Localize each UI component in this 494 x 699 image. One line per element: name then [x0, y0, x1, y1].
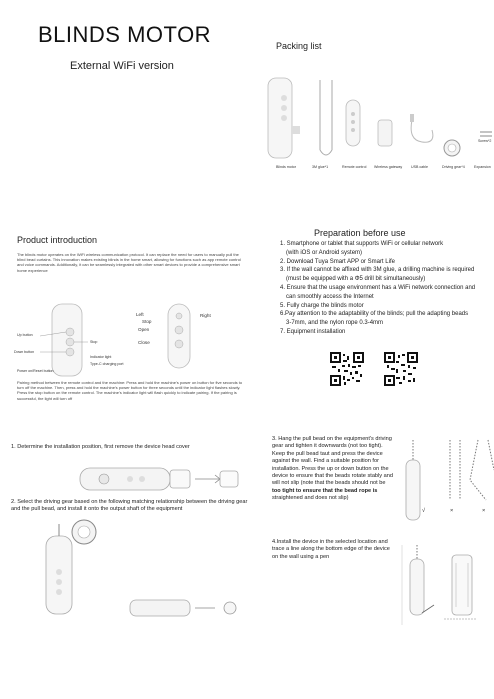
prep-line: 5. Fully charge the blinds motor — [280, 302, 364, 309]
remote-left-label: Left — [136, 312, 144, 317]
packing-item-label: USB cable — [411, 165, 428, 169]
indicator-label: Indicator light — [90, 355, 112, 359]
step-4-line: trace a line along the bottom edge of the device — [272, 546, 390, 553]
step-3-line: installation. Press the up or down button on the — [272, 465, 389, 472]
packing-list-title: Packing list — [276, 41, 322, 51]
packing-item-label: Expansion — [474, 165, 491, 169]
packing-item-label: Screw*2 — [478, 139, 492, 143]
packing-item-label: Remote control — [342, 165, 367, 169]
step-2-text: 2. Select the driving gear based on the following matching relationship between the driving gear and the pull bead, and install it onto the output shaft of the equipment — [11, 499, 248, 513]
preparation-title: Preparation before use — [314, 228, 406, 238]
wrong-mark: × — [450, 508, 454, 514]
step-3-line: gear and tighten it downwards (not too tight). — [272, 443, 383, 450]
remote-close-label: Close — [138, 340, 150, 345]
product-intro-title: Product introduction — [17, 235, 98, 245]
packing-item-label: Driving gear*4 — [442, 165, 465, 169]
step-3-line: against the wall. Find a suitable position for — [272, 458, 379, 465]
prep-line: 4. Ensure that the usage environment has a WiFi network connection and — [280, 284, 476, 291]
down-button-label: Down button — [14, 350, 35, 354]
prep-line: can smoothly access the Internet — [286, 293, 374, 300]
step-3-warning: too tight to ensure that the bead rope is — [272, 487, 378, 494]
prep-line: (with iOS or Android system) — [286, 249, 363, 256]
prep-line: (must be equipped with a Φ5 drill bit simultaneously) — [286, 276, 426, 283]
prep-line: 2. Download Tuya Smart APP or Smart Life — [280, 258, 395, 265]
prep-line: 3-7mm, and the nylon rope 0.3-4mm — [286, 320, 384, 327]
step-3-illustration — [400, 440, 494, 530]
step-3-line: Keep the pull bead taut and press the device — [272, 450, 383, 457]
step-3-line: 3. Hang the pull bead on the equipment's driving — [272, 436, 392, 442]
step-3-line: straightened and does not slip) — [272, 495, 349, 502]
product-intro-text: The blinds motor operates on the WiFi wireless communication protocol. It can replace the need for users to manually pull the blind bead curtains. This innovation makes existing blinds in the home smart, allowing for functions such as app remote control and voice commands. Additionally, it can be seamlessly integrated with other smart devices to provide a comprehensive smart home experience — [17, 252, 241, 273]
step-4-text — [272, 539, 390, 561]
prep-line: 3. If the wall cannot be affixed with 3M glue, a drilling machine is required — [280, 267, 475, 274]
preparation-list — [280, 240, 475, 337]
page-title: BLINDS MOTOR — [38, 22, 212, 47]
packing-item-label: Blinds motor — [276, 165, 296, 169]
page-subtitle: External WiFi version — [70, 60, 174, 72]
power-label: Power on/Reset button — [17, 369, 54, 373]
packing-item-label: 3M glue*1 — [312, 165, 329, 169]
step-1-illustration — [70, 458, 250, 498]
step-3-line: will not slip (note that the beads should not be — [272, 480, 386, 487]
up-button-label: Up button — [17, 333, 33, 337]
step-2-illustration — [30, 520, 250, 620]
correct-mark: √ — [422, 508, 426, 514]
step-1-text: 1. Determine the installation position, first remove the device head cover — [11, 444, 190, 450]
qr-code-left — [330, 352, 364, 386]
step-4-line: 4.Install the device in the selected location and — [272, 539, 388, 545]
remote-right-label: Right — [200, 313, 211, 318]
remote-diagram — [160, 302, 200, 372]
remote-open-label: Open — [138, 327, 150, 332]
prep-line: 1. Smartphone or tablet that supports WiFi or cellular network — [280, 241, 444, 247]
wrong-mark: × — [482, 508, 486, 514]
prep-line: 7. Equipment installation — [280, 328, 346, 335]
packing-list-illustration — [262, 70, 494, 180]
stop-label: Stop — [90, 340, 98, 344]
typec-label: Type-C charging port — [90, 362, 124, 366]
step-4-line: on the wall using a pen — [272, 553, 330, 560]
step-4-illustration — [400, 545, 490, 625]
remote-stop-label: Stop — [142, 319, 152, 324]
pairing-text: Pairing method between the remote control and the machine: Press and hold the machine's power on button for five seconds to turn off the machine. Then, press and hold the machine's power button for three seconds until the indicator light flashes slowly. Press the stop button on the remote control. The machine's indicator light will flash quickly to indicate pairing. If the pairing is successful, the light will turn off — [17, 380, 243, 401]
qr-code-right — [384, 352, 418, 386]
prep-line: 6.Pay attention to the adaptability of the blinds; pull the adapting beads — [280, 311, 469, 318]
packing-item-label: Wireless gateway — [374, 165, 403, 169]
step-3-line: device to ensure that the beads rotate stably and — [272, 473, 393, 480]
